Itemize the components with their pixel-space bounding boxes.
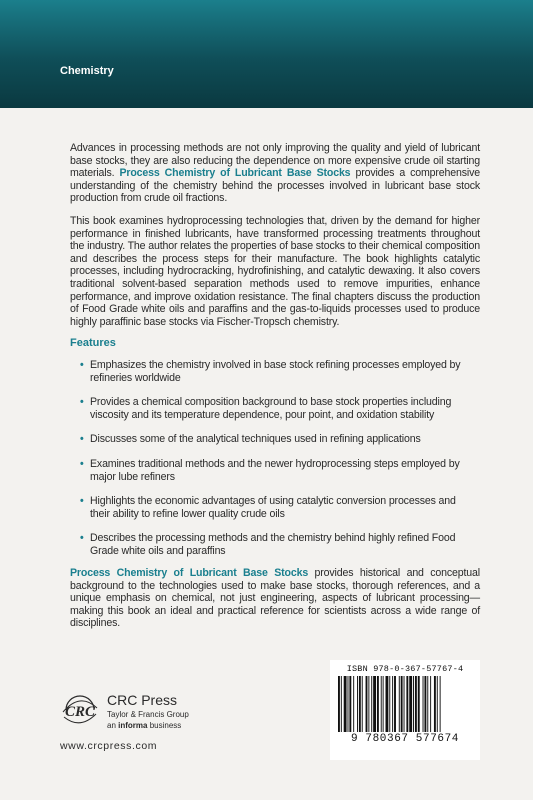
book-title-highlight: Process Chemistry of Lubricant Base Stocks [70, 567, 309, 579]
barcode-bar [359, 676, 361, 732]
bullet-icon: • [80, 495, 84, 508]
feature-text: Examines traditional methods and the newer hydroprocessing steps employed by major lube refiners [90, 457, 460, 483]
intro-text-start: Advances in processing methods are not only improving the quality and yield of lubricant base stocks, they are also reducing the dependence on more expensive crude oil starting materials. [70, 142, 480, 180]
barcode-bar [409, 676, 412, 732]
barcode-bar [389, 676, 390, 732]
barcode-bar [338, 676, 340, 732]
informa-business: an informa business [107, 721, 182, 730]
book-title-highlight: Process Chemistry of Lubricant Base Stocks [119, 167, 351, 180]
bullet-icon: • [80, 532, 84, 545]
publisher-website[interactable]: www.crcpress.com [60, 740, 158, 752]
intro-paragraph-2: This book examines hydroprocessing technologies that, driven by the demand for higher performance in finished lubricants, have transformed processing treatments throughout the industry. The author relates the properties of base stocks to their chemical composition and describes the process steps for their manufacture. The book highlights catalytic processes, including hydrocracking, hydrofinishing, and catalytic dewaxing. It also covers traditional solvent-based separation methods used to remove impurities, enhance performance, and improve oxidation resistance. The final chapters discuss the production of Food Grade white oils and paraffins and the gas-to-liquids processes used to produce highly paraffinic base stocks via Fischer-Tropsch chemistry. [70, 215, 480, 328]
barcode-bar [434, 676, 436, 732]
barcode-bar [341, 676, 342, 732]
feature-text: Emphasizes the chemistry involved in base stock refining processes employed by refineries worldwide [90, 359, 461, 384]
barcode-bar [371, 676, 372, 732]
barcode-bar [368, 676, 369, 732]
features-list [80, 359, 470, 570]
barcode-bar [357, 676, 358, 732]
barcode-bar [377, 676, 379, 732]
barcode-bar [437, 676, 438, 732]
barcode-bar [362, 676, 363, 732]
barcode-bar [366, 676, 368, 732]
closing-paragraph [70, 567, 480, 630]
barcode-bar [415, 676, 417, 732]
barcode-bar [413, 676, 414, 732]
barcode-bar [423, 676, 424, 732]
barcode-bar [353, 676, 354, 732]
barcode-bar [399, 676, 400, 732]
feature-text: Highlights the economic advantages of using catalytic conversion processes and their ability to refine lower quality crude oils [90, 495, 456, 520]
bullet-icon: • [80, 359, 84, 371]
list-item [80, 458, 470, 483]
list-item [80, 359, 470, 384]
list-item [80, 433, 470, 446]
header-banner [0, 0, 533, 108]
publisher-group: Taylor & Francis Group [107, 710, 189, 719]
closing-text: provides historical and conceptual background to the technologies used to make base stocks, thorough references, and a unique emphasis on chemical, not just engineering, aspects of lubricant processing—making this book an ideal and practical reference for scientists across a wide range of disciplines. [70, 567, 480, 630]
bullet-icon: • [80, 457, 84, 470]
barcode-bar [424, 676, 426, 732]
barcode-digits: 9 780367 577674 [350, 733, 460, 745]
intro-text-end: provides a comprehensive understanding of the chemistry behind the processes involved in lubricant base stock production from crude oil fractions. [70, 167, 481, 205]
barcode-bar [418, 676, 420, 732]
feature-text: Discusses some of the analytical techniques used in refining applications [90, 433, 421, 446]
barcode-icon [338, 676, 472, 732]
barcode-bar [383, 676, 384, 732]
barcode-bar [348, 676, 349, 732]
list-item [80, 495, 470, 520]
barcode-bar [349, 676, 351, 732]
barcode-bar [404, 676, 405, 732]
barcode-bar [386, 676, 389, 732]
isbn-number: ISBN 978-0-367-57767-4 [346, 664, 464, 674]
barcode-bar [401, 676, 403, 732]
crc-logo-icon [60, 690, 100, 730]
feature-text: Provides a chemical composition background to base stock properties including viscosity and its temperature dependence, pour point, and oxidation stability [90, 396, 452, 421]
barcode-bar [392, 676, 393, 732]
barcode-bar [344, 676, 347, 732]
feature-text: Describes the processing methods and the chemistry behind highly refined Food Grade white oils and paraffins [90, 532, 456, 557]
publisher-name: CRC Press [107, 692, 178, 708]
isbn-barcode [330, 660, 480, 760]
bullet-icon: • [80, 433, 84, 446]
barcode-bar [406, 676, 408, 732]
intro-paragraph-1 [70, 142, 480, 205]
barcode-bar [381, 676, 382, 732]
crc-logo-text: CRC [64, 704, 96, 720]
features-heading: Features [70, 337, 116, 349]
barcode-bar [440, 676, 441, 732]
barcode-bar [373, 676, 376, 732]
barcode-bar [430, 676, 431, 732]
list-item [80, 532, 470, 557]
barcode-bar [394, 676, 396, 732]
barcode-bar [427, 676, 428, 732]
category-label: Chemistry [60, 65, 114, 77]
list-item [80, 396, 470, 421]
bullet-icon: • [80, 396, 84, 409]
